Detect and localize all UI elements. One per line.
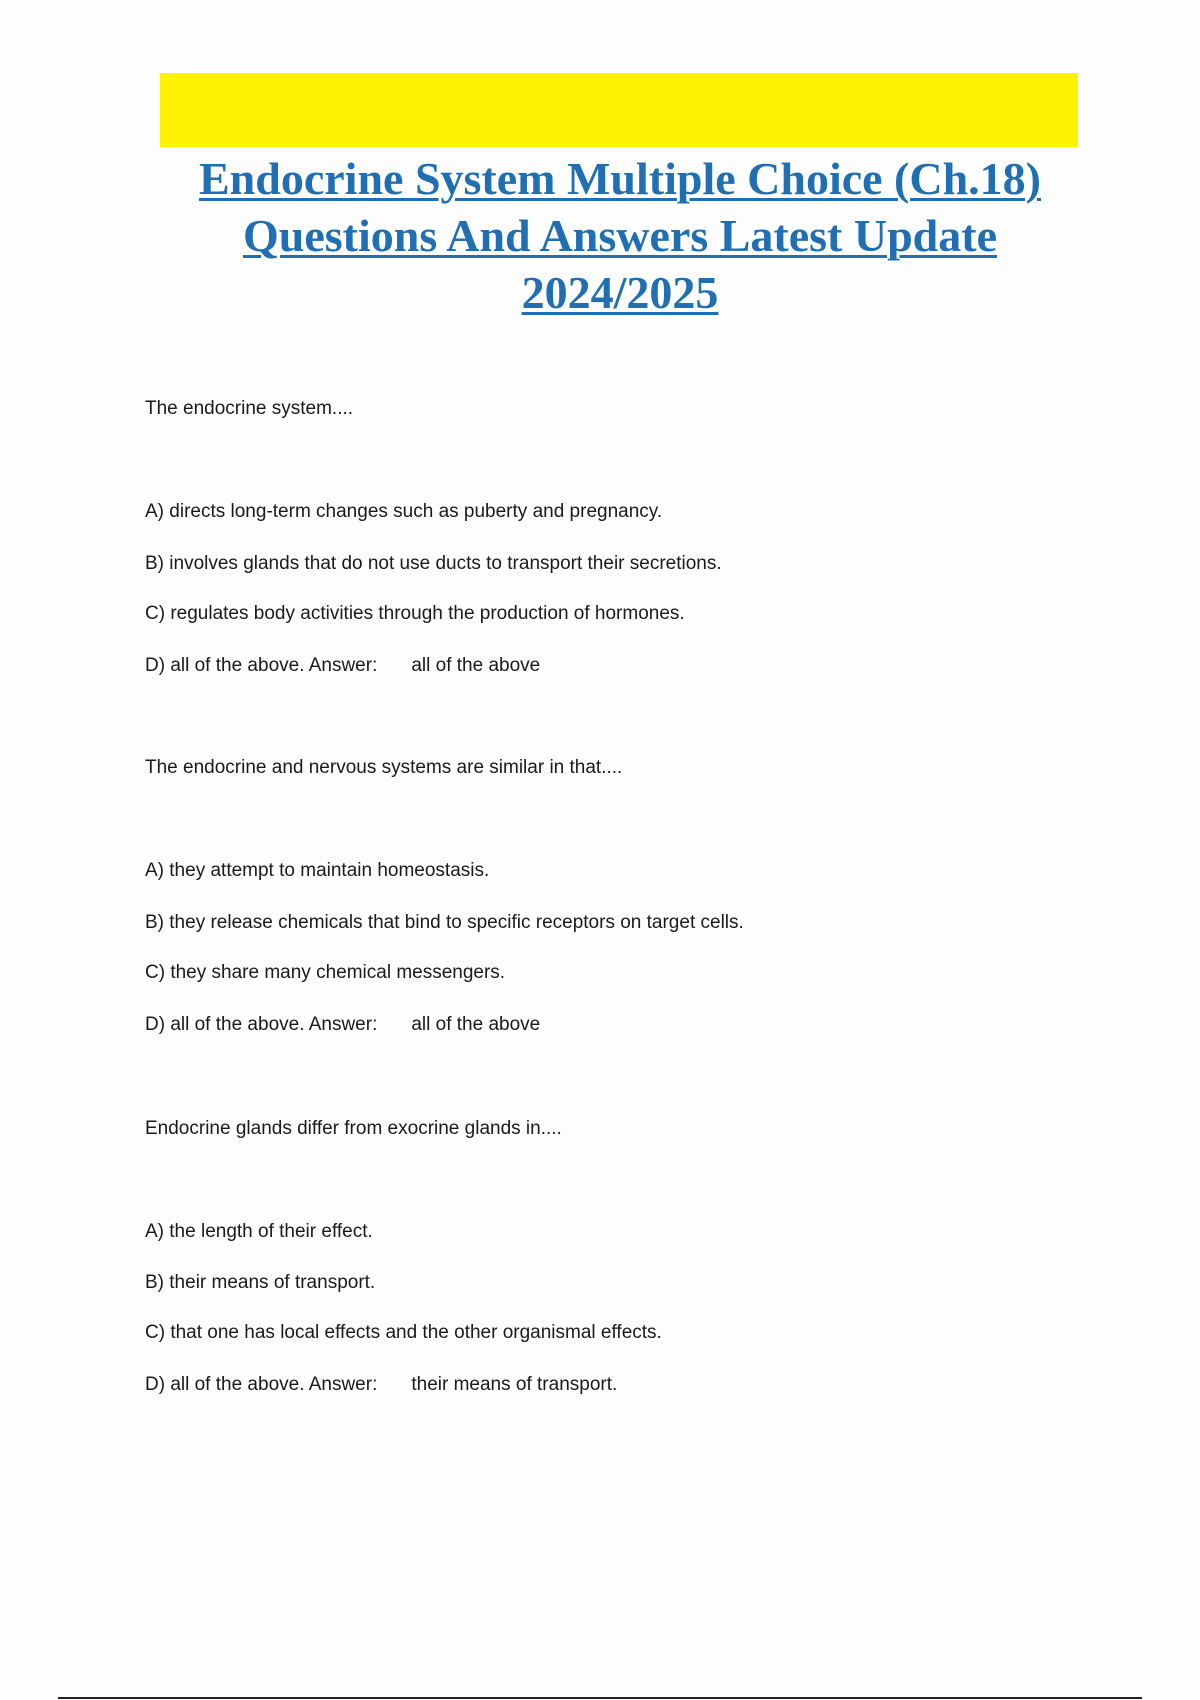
question-1 [145, 397, 1045, 682]
answer-label: Answer: [308, 1014, 378, 1035]
option-a: A) they attempt to maintain homeostasis. [145, 860, 490, 881]
option-d-with-answer [145, 1013, 540, 1037]
question-2 [145, 756, 1045, 1041]
option-c: C) they share many chemical messengers. [145, 962, 506, 983]
answer-label: Answer: [308, 1374, 378, 1395]
option-d: D) all of the above. [145, 1374, 305, 1395]
option-b: B) they release chemicals that bind to specific receptors on target cells. [145, 912, 744, 933]
footer-divider [58, 1697, 1142, 1699]
option-a: A) directs long-term changes such as puberty and pregnancy. [145, 501, 663, 522]
option-c: C) regulates body activities through the production of hormones. [145, 603, 685, 624]
question-3 [145, 1117, 1045, 1402]
answer-label: Answer: [308, 655, 378, 676]
option-a: A) the length of their effect. [145, 1221, 373, 1242]
option-d-with-answer [145, 1373, 617, 1397]
title-line-2: Questions And Answers Latest Update [243, 210, 997, 261]
question-prompt: Endocrine glands differ from exocrine glands in.... [145, 1118, 562, 1139]
document-title [140, 150, 1100, 321]
question-prompt: The endocrine system.... [145, 398, 354, 419]
answer-value: all of the above [411, 655, 541, 676]
question-prompt: The endocrine and nervous systems are similar in that.... [145, 757, 623, 778]
option-c: C) that one has local effects and the other organismal effects. [145, 1322, 662, 1343]
title-line-1: Endocrine System Multiple Choice (Ch.18) [198, 153, 1041, 204]
answer-value: their means of transport. [411, 1374, 618, 1395]
option-d-with-answer [145, 654, 540, 678]
answer-value: all of the above [411, 1014, 541, 1035]
option-b: B) their means of transport. [145, 1272, 376, 1293]
title-line-3: 2024/2025 [521, 267, 719, 318]
option-b: B) involves glands that do not use ducts to transport their secretions. [145, 553, 722, 574]
yellow-highlight-band [160, 73, 1078, 147]
option-d: D) all of the above. [145, 1014, 305, 1035]
option-d: D) all of the above. [145, 655, 305, 676]
